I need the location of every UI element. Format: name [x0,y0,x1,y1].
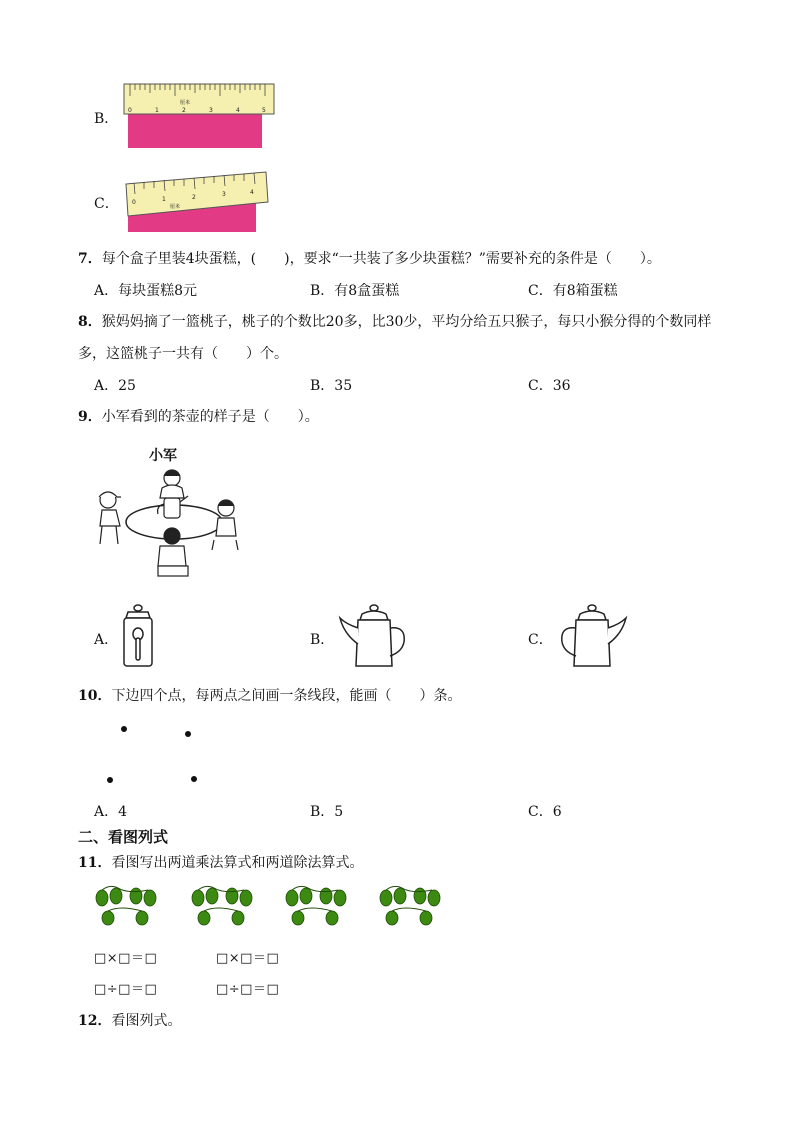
question-number: 11． [78,855,112,871]
ruler-tick-label: 4 [250,189,254,196]
question-7 [78,248,661,268]
ruler-figure-c [122,170,272,234]
question-number: 9． [78,409,102,425]
ruler-tick-label: 0 [128,107,132,114]
ruler-tick-label: 0 [132,199,136,206]
option-c[interactable]: C． [528,632,553,648]
question-text: 看图列式。 [111,1013,182,1029]
option-a[interactable]: A．每块蛋糕8元 [94,283,198,299]
option-b[interactable]: B．5 [310,804,344,820]
leaf-group [380,886,440,925]
option-a[interactable]: A．25 [94,378,136,394]
ruler-body [124,84,274,114]
question-8 [78,311,711,331]
option-b[interactable]: B． [310,632,335,648]
child-top [160,470,184,498]
ruler-tick-label: 1 [162,196,166,203]
question-number: 7． [78,251,102,267]
question-text: 每个盒子里装4块蛋糕，( )，要求“一共装了多少块蛋糕？”需要补充的条件是（ ）。 [101,251,661,267]
ruler-tick-label: 4 [236,107,240,114]
question-number: 12． [78,1013,112,1029]
option-c[interactable]: C．有8箱蛋糕 [528,283,618,299]
option-b-letter: B． [94,111,119,127]
ruler-tick-label: 2 [182,107,186,114]
ruler-tick-label: 5 [262,107,266,114]
child-left [99,492,121,544]
multiplication-equation-blank[interactable]: □×□＝□ [216,951,280,966]
multiplication-equation-blank[interactable]: □×□＝□ [94,951,158,966]
question-text: 小军看到的茶壶的样子是（ ）。 [101,409,319,425]
teapot-option-c-icon [554,602,630,670]
ruler-figure-b [122,82,278,150]
teapot-option-b-icon [336,602,412,670]
question-text-line-1: 猴妈妈摘了一篮桃子，桃子的个数比20多，比30少，平均分给五只猴子，每只小猴分得的个数同样 [101,314,712,330]
division-equation-blank[interactable]: □÷□＝□ [216,982,280,997]
point-dot [191,776,197,782]
ruler-unit-label: 厘米 [170,204,181,210]
ruler-unit-label: 厘米 [180,100,191,106]
pink-strip [128,112,262,148]
option-c-letter: C． [94,196,119,212]
option-b[interactable]: B．35 [310,378,353,394]
ruler-tick-label: 3 [209,107,213,114]
teapot-option-a-icon [118,602,158,670]
section-title: 二、看图列式 [78,828,169,846]
question-text: 看图写出两道乘法算式和两道除法算式。 [111,855,364,871]
table-scene-illustration [94,440,244,585]
option-c[interactable]: C．6 [528,804,562,820]
question-number: 8． [78,314,102,330]
point-dot [121,726,127,732]
division-equation-blank[interactable]: □÷□＝□ [94,982,158,997]
question-8-line-2: 多，这篮桃子一共有（ ）个。 [78,346,288,362]
option-c[interactable]: C．36 [528,378,571,394]
point-dot [107,777,113,783]
leaf-groups-illustration [94,880,454,932]
point-dot [185,731,191,737]
option-a[interactable]: A． [94,632,119,648]
option-a[interactable]: A．4 [94,804,128,820]
option-b[interactable]: B．有8盒蛋糕 [310,283,400,299]
question-9 [78,406,319,426]
leaf-group [96,886,156,925]
question-text: 下边四个点，每两点之间画一条线段，能画（ ）条。 [111,688,462,704]
ruler-tick-label: 2 [192,194,196,201]
question-number: 10． [78,688,112,704]
question-10 [78,685,461,705]
question-12 [78,1010,181,1030]
leaf-group [192,886,252,925]
leaf-group [286,886,346,925]
ruler-tick-label: 3 [222,191,226,198]
question-11 [78,852,363,872]
ruler-tick-label: 1 [155,107,159,114]
scene-label: 小军 [149,448,177,464]
